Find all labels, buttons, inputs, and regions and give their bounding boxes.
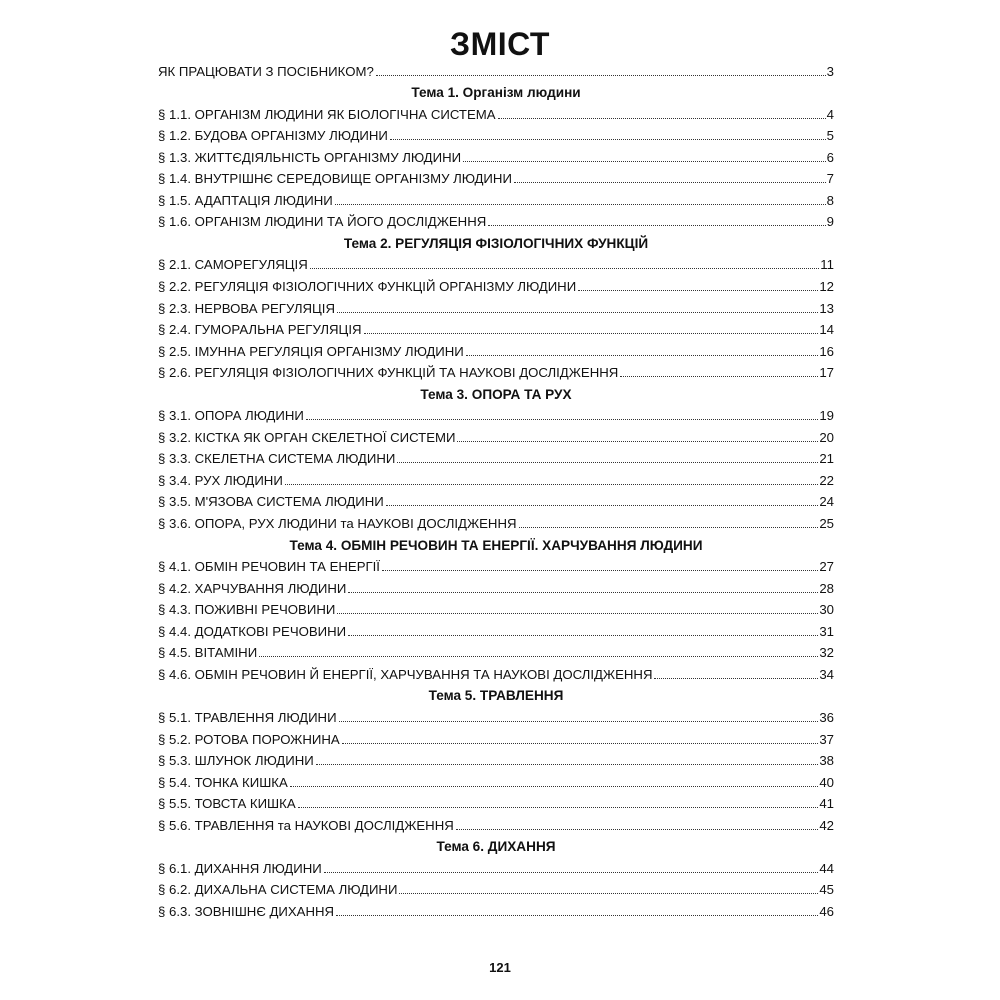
toc-entry-label: § 2.3. НЕРВОВА РЕГУЛЯЦІЯ [158,300,335,316]
toc-entry[interactable] [158,467,834,489]
toc-entry-page: 9 [826,214,834,230]
toc-entry-label: § 6.1. ДИХАННЯ ЛЮДИНИ [158,860,322,876]
dot-leader [298,807,819,808]
dot-leader [348,592,818,593]
dot-leader [337,312,818,313]
toc-entry-page: 13 [819,300,834,316]
toc-entry[interactable] [158,597,834,619]
dot-leader [335,204,826,205]
toc-entry[interactable] [158,360,834,382]
table-of-contents [158,58,834,920]
toc-entry-label: § 1.6. ОРГАНІЗМ ЛЮДИНИ ТА ЙОГО ДОСЛІДЖЕННЯ [158,214,487,230]
page-number: 121 [489,960,511,975]
dot-leader [310,268,820,269]
toc-entry-label: § 2.5. ІМУННА РЕГУЛЯЦІЯ ОРГАНІЗМУ ЛЮДИНИ [158,343,464,359]
toc-entry-page: 30 [819,602,834,618]
toc-entry-page: 37 [819,731,834,747]
toc-entry-label: § 4.6. ОБМІН РЕЧОВИН Й ЕНЕРГІЇ, ХАРЧУВАННЯ ТА НАУКОВІ ДОСЛІДЖЕННЯ [158,666,653,682]
toc-entry[interactable] [158,338,834,360]
toc-entry-page: 34 [819,666,834,682]
toc-entry-page: 3 [826,63,834,79]
toc-entry[interactable] [158,187,834,209]
toc-entry-label: § 3.2. КІСТКА ЯК ОРГАН СКЕЛЕТНОЇ СИСТЕМИ [158,429,456,445]
toc-entry[interactable] [158,791,834,813]
toc-entry[interactable] [158,295,834,317]
dot-leader [364,333,819,334]
toc-entry-label: § 5.1. ТРАВЛЕННЯ ЛЮДИНИ [158,709,337,725]
toc-entry-label: § 5.2. РОТОВА ПОРОЖНИНА [158,731,340,747]
topics-list [158,80,834,920]
dot-leader [397,462,818,463]
dot-leader [342,743,819,744]
toc-entry[interactable] [158,554,834,576]
topic-heading: Тема 3. ОПОРА ТА РУХ [420,386,572,402]
dot-leader [382,570,818,571]
dot-leader [324,872,819,873]
toc-entry-page: 46 [819,903,834,919]
dot-leader [348,635,818,636]
toc-entry-label: § 2.4. ГУМОРАЛЬНА РЕГУЛЯЦІЯ [158,322,362,338]
toc-entry-label: § 4.4. ДОДАТКОВІ РЕЧОВИНИ [158,623,347,639]
toc-entry[interactable] [158,855,834,877]
toc-entry[interactable] [158,273,834,295]
toc-entry[interactable] [158,877,834,899]
dot-leader [259,656,818,657]
toc-entry[interactable] [158,144,834,166]
toc-entry-page: 8 [826,192,834,208]
toc-entry-label: § 1.5. АДАПТАЦІЯ ЛЮДИНИ [158,192,333,208]
toc-entry[interactable] [158,403,834,425]
toc-entry-page: 45 [819,882,834,898]
toc-entry-page: 36 [819,709,834,725]
toc-entry-label: § 3.4. РУХ ЛЮДИНИ [158,472,283,488]
toc-entry-page: 27 [819,559,834,575]
toc-entry-page: 6 [826,149,834,165]
toc-entry-label: § 4.2. ХАРЧУВАННЯ ЛЮДИНИ [158,580,347,596]
toc-entry[interactable] [158,769,834,791]
toc-entry-intro[interactable] [158,58,834,80]
toc-entry-page: 24 [819,494,834,510]
toc-entry-label: § 4.3. ПОЖИВНІ РЕЧОВИНИ [158,602,336,618]
toc-entry-label: § 1.2. БУДОВА ОРГАНІЗМУ ЛЮДИНИ [158,128,388,144]
toc-entry-page: 11 [820,257,834,273]
dot-leader [336,915,818,916]
toc-entry-page: 38 [819,753,834,769]
toc-entry[interactable] [158,424,834,446]
toc-entry-label: § 3.3. СКЕЛЕТНА СИСТЕМА ЛЮДИНИ [158,451,396,467]
toc-entry-page: 41 [819,796,834,812]
dot-leader [337,613,818,614]
dot-leader [390,139,826,140]
toc-entry[interactable] [158,726,834,748]
toc-entry[interactable] [158,704,834,726]
toc-entry-label: § 3.5. М'ЯЗОВА СИСТЕМА ЛЮДИНИ [158,494,384,510]
dot-leader [488,225,825,226]
toc-entry[interactable] [158,575,834,597]
toc-entry-page: 32 [819,645,834,661]
toc-entry-label: § 3.6. ОПОРА, РУХ ЛЮДИНИ та НАУКОВІ ДОСЛІДЖЕННЯ [158,516,517,532]
toc-entry-label: § 6.2. ДИХАЛЬНА СИСТЕМА ЛЮДИНИ [158,882,398,898]
toc-entry-label: § 2.2. РЕГУЛЯЦІЯ ФІЗІОЛОГІЧНИХ ФУНКЦІЙ ОРГАНІЗМУ ЛЮДИНИ [158,279,577,295]
page-title: ЗМІСТ [450,26,550,62]
toc-entry[interactable] [158,661,834,683]
dot-leader [285,484,819,485]
toc-entry[interactable] [158,446,834,468]
toc-entry-label: § 1.4. ВНУТРІШНЄ СЕРЕДОВИЩЕ ОРГАНІЗМУ ЛЮДИНИ [158,171,512,187]
dot-leader [654,678,818,679]
toc-entry-label: § 1.1. ОРГАНІЗМ ЛЮДИНИ ЯК БІОЛОГІЧНА СИСТЕМА [158,106,496,122]
dot-leader [339,721,819,722]
toc-entry-label: § 4.1. ОБМІН РЕЧОВИН ТА ЕНЕРГІЇ [158,559,380,575]
dot-leader [514,182,826,183]
toc-entry[interactable] [158,618,834,640]
dot-leader [399,893,818,894]
toc-entry-page: 14 [819,322,834,338]
toc-entry-label: § 5.6. ТРАВЛЕННЯ та НАУКОВІ ДОСЛІДЖЕННЯ [158,817,454,833]
toc-entry-page: 16 [819,343,834,359]
toc-entry-page: 42 [819,817,834,833]
toc-entry[interactable] [158,510,834,532]
topic-heading: Тема 1. Організм людини [411,85,581,101]
toc-entry[interactable] [158,898,834,920]
toc-entry[interactable] [158,209,834,231]
toc-entry[interactable] [158,123,834,145]
toc-entry[interactable] [158,640,834,662]
toc-entry-page: 20 [819,429,834,445]
dot-leader [290,786,819,787]
toc-entry-label: § 5.5. ТОВСТА КИШКА [158,796,296,812]
toc-entry-label: § 4.5. ВІТАМІНИ [158,645,258,661]
toc-entry-page: 12 [819,279,834,295]
toc-entry-label: § 6.3. ЗОВНІШНЄ ДИХАННЯ [158,903,335,919]
toc-entry-page: 4 [826,106,834,122]
dot-leader [456,829,819,830]
toc-entry[interactable] [158,101,834,123]
toc-entry-page: 44 [819,860,834,876]
toc-entry-page: 28 [819,580,834,596]
toc-entry[interactable] [158,748,834,770]
topic-heading: Тема 5. ТРАВЛЕННЯ [428,688,564,704]
dot-leader [306,419,818,420]
toc-entry-page: 5 [826,128,834,144]
toc-entry-page: 19 [819,408,834,424]
dot-leader [376,75,826,76]
toc-entry-label: § 1.3. ЖИТТЄДІЯЛЬНІСТЬ ОРГАНІЗМУ ЛЮДИНИ [158,149,462,165]
toc-entry-page: 25 [819,516,834,532]
toc-entry-label: § 3.1. ОПОРА ЛЮДИНИ [158,408,304,424]
toc-entry-label: § 2.6. РЕГУЛЯЦІЯ ФІЗІОЛОГІЧНИХ ФУНКЦІЙ ТА НАУКОВІ ДОСЛІДЖЕННЯ [158,365,619,381]
toc-entry[interactable] [158,812,834,834]
topic-heading: Тема 6. ДИХАННЯ [436,839,556,855]
toc-entry[interactable] [158,317,834,339]
dot-leader [386,505,819,506]
toc-entry-page: 31 [819,623,834,639]
toc-entry-label: § 5.3. ШЛУНОК ЛЮДИНИ [158,753,314,769]
dot-leader [578,290,818,291]
toc-entry[interactable] [158,489,834,511]
toc-entry-page: 7 [826,171,834,187]
topic-heading: Тема 2. РЕГУЛЯЦІЯ ФІЗІОЛОГІЧНИХ ФУНКЦІЙ [343,235,649,251]
toc-entry-label: § 2.1. САМОРЕГУЛЯЦІЯ [158,257,308,273]
toc-entry-label: § 5.4. ТОНКА КИШКА [158,774,288,790]
dot-leader [457,441,818,442]
toc-entry-page: 22 [819,472,834,488]
toc-entry-page: 40 [819,774,834,790]
dot-leader [316,764,819,765]
dot-leader [498,118,826,119]
dot-leader [463,161,826,162]
dot-leader [466,355,819,356]
toc-entry[interactable] [158,166,834,188]
topic-heading: Тема 4. ОБМІН РЕЧОВИН ТА ЕНЕРГІЇ. ХАРЧУВАННЯ ЛЮДИНИ [289,537,703,553]
toc-entry-page: 21 [819,451,834,467]
dot-leader [519,527,819,528]
toc-entry-page: 17 [819,365,834,381]
toc-entry-label: ЯК ПРАЦЮВАТИ З ПОСІБНИКОМ? [158,63,374,79]
dot-leader [620,376,818,377]
toc-entry[interactable] [158,252,834,274]
